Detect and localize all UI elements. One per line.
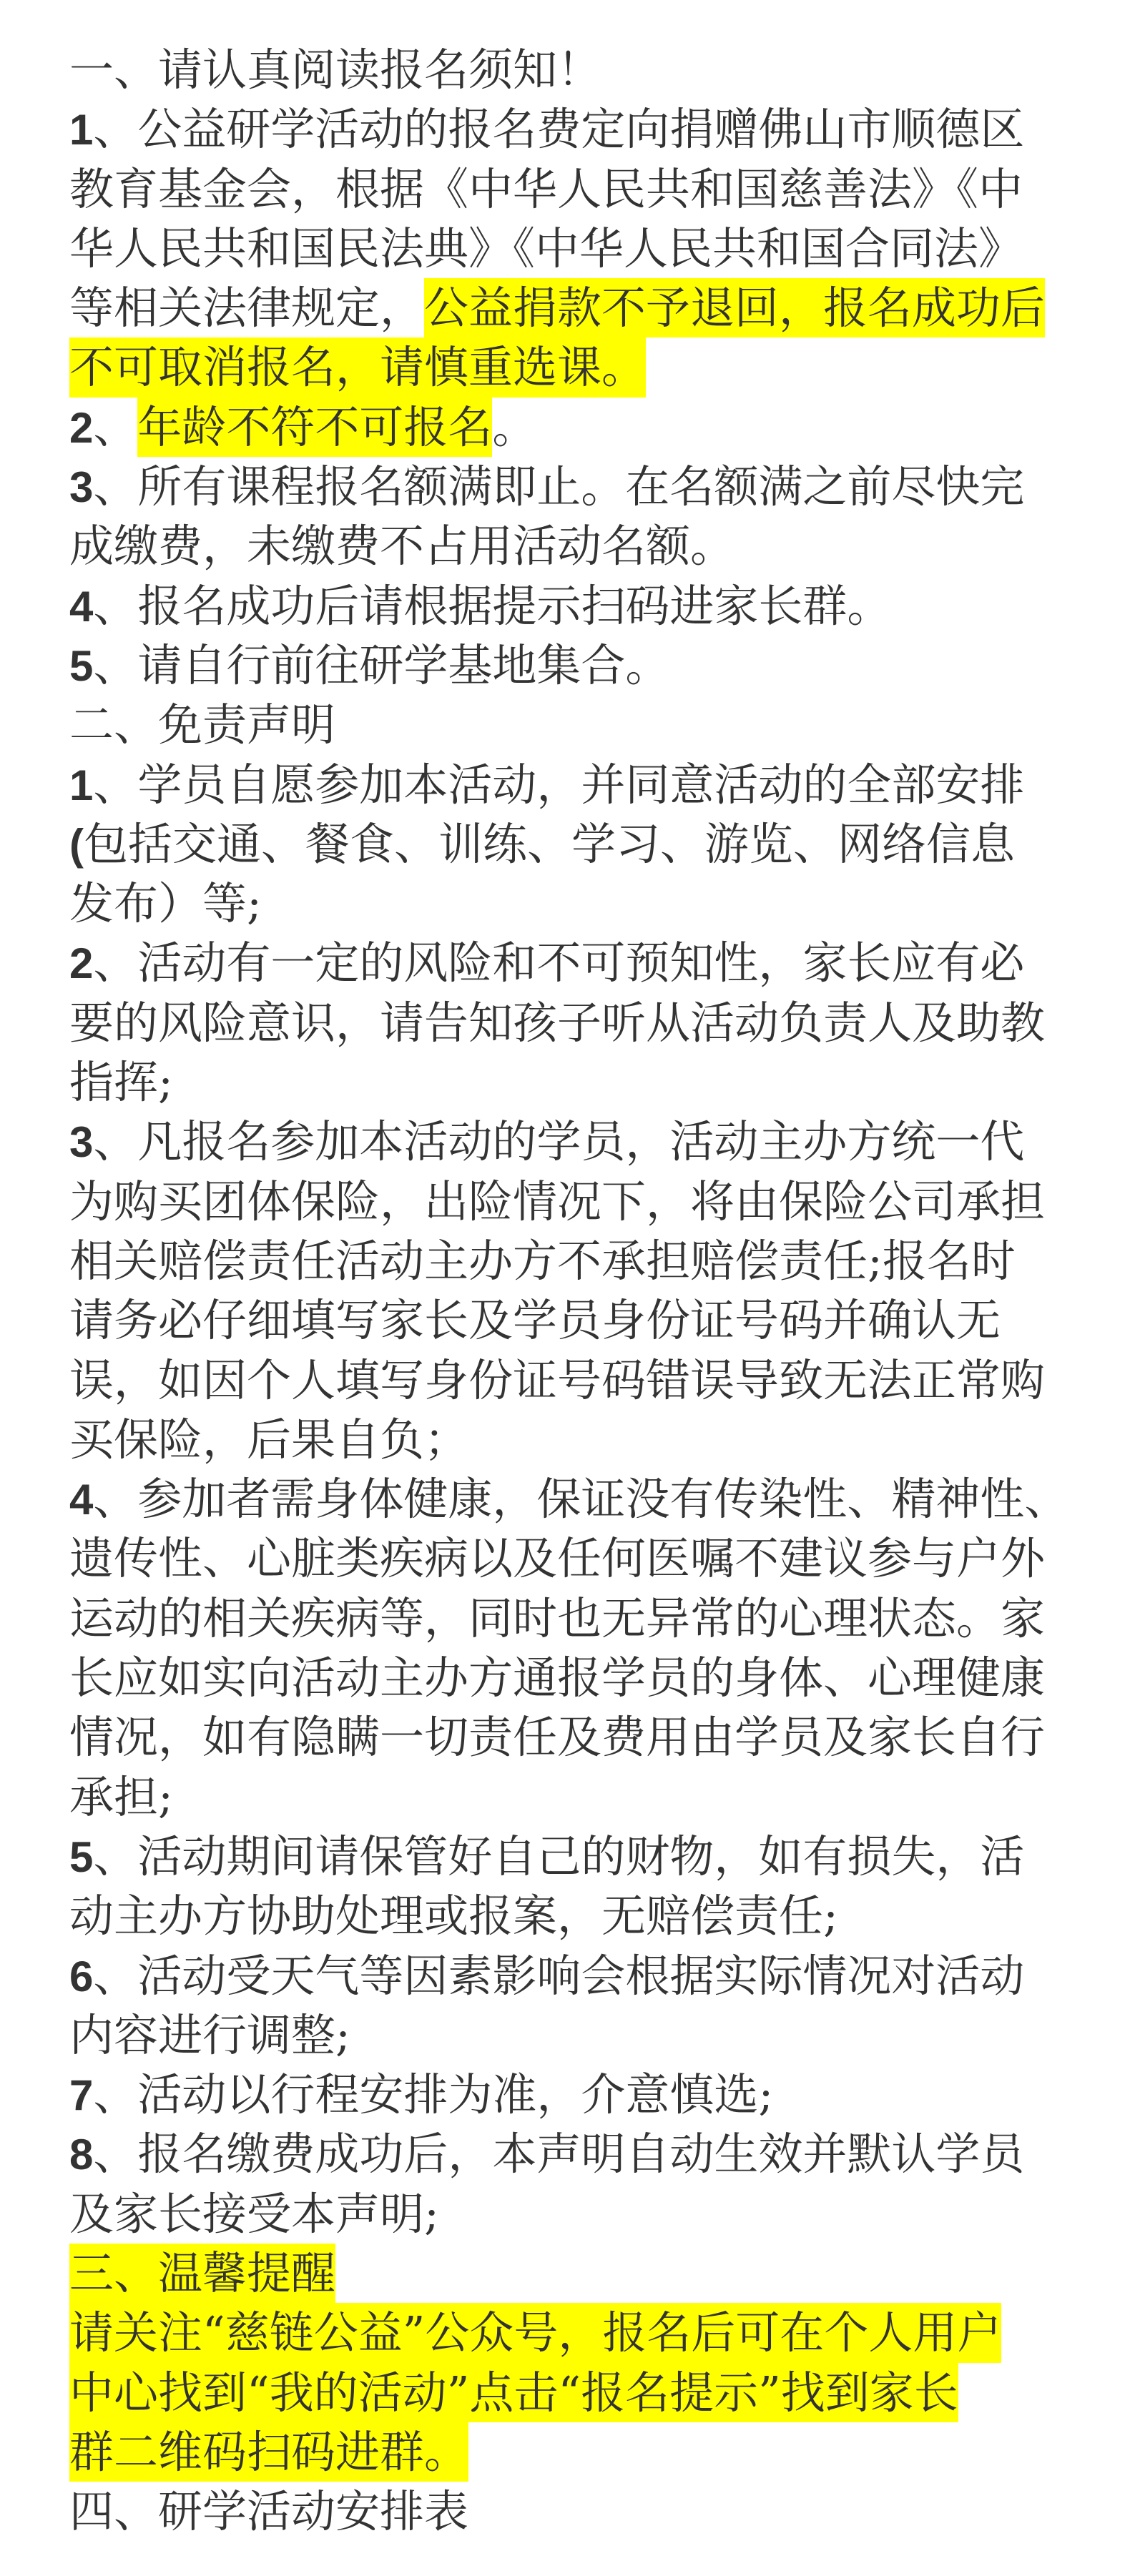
item-number: 4 — [69, 1476, 94, 1524]
highlighted-text: 公益捐款不予退回，报名成功后 — [424, 278, 1045, 337]
item-text: 动主办方协助处理或报案，无赔偿责任; — [69, 1890, 838, 1943]
item-number: 5 — [69, 1832, 94, 1881]
item-text: 。 — [492, 400, 537, 453]
item-separator: 、 — [93, 937, 138, 990]
item-number: 7 — [69, 2071, 94, 2120]
notice-item-5 — [69, 636, 1078, 695]
reminder-text-cont — [69, 2363, 1078, 2422]
item-number: 1 — [69, 106, 94, 154]
disclaimer-item-3-cont — [69, 1172, 1078, 1231]
item-text: 学员自愿参加本活动，并同意活动的全部安排 — [137, 758, 1025, 811]
disclaimer-item-1-cont — [69, 874, 1078, 933]
item-separator: 、 — [93, 400, 138, 453]
disclaimer-item-5-cont — [69, 1886, 1078, 1945]
item-number: 3 — [69, 1118, 94, 1167]
item-separator: 、 — [93, 579, 138, 632]
section-heading-schedule — [69, 2482, 1078, 2541]
notice-item-4 — [69, 576, 1078, 636]
highlighted-text: 年龄不符不可报名 — [137, 398, 492, 457]
disclaimer-item-4-cont — [69, 1648, 1078, 1707]
disclaimer-item-4 — [69, 1469, 1078, 1529]
notice-item-1-cont — [69, 219, 1078, 278]
disclaimer-item-3-cont — [69, 1231, 1078, 1291]
item-text: 活动受天气等因素影响会根据实际情况对活动 — [137, 1949, 1025, 2002]
disclaimer-item-3 — [69, 1112, 1078, 1171]
notice-item-2 — [69, 398, 1078, 457]
item-number: 6 — [69, 1952, 94, 2000]
item-text: 要的风险意识，请告知孩子听从活动负责人及助教 — [69, 996, 1046, 1049]
item-text: 包括交通、餐食、训练、学习、游览、网络信息 — [83, 817, 1015, 870]
notice-item-1-cont — [69, 159, 1078, 219]
item-text: 为购买团体保险，出险情况下，将由保险公司承担 — [69, 1175, 1046, 1228]
highlighted-text: 中心找到“我的活动”点击“报名提示”找到家长 — [69, 2363, 958, 2422]
item-number: 2 — [69, 403, 94, 452]
section-heading-disclaimer — [69, 695, 1078, 754]
section-heading-reminder — [69, 2244, 1078, 2303]
disclaimer-item-4-cont — [69, 1767, 1078, 1827]
item-text: 买保险，后果自负； — [69, 1413, 469, 1466]
notice-item-1-cont — [69, 278, 1078, 337]
item-separator: 、 — [93, 758, 138, 811]
disclaimer-item-3-cont — [69, 1291, 1078, 1350]
item-text: 活动期间请保管好自己的财物，如有损失，活 — [137, 1830, 1025, 1882]
disclaimer-item-7 — [69, 2065, 1078, 2124]
notice-item-3 — [69, 457, 1078, 516]
open-paren: ( — [69, 820, 84, 869]
item-text: 报名成功后请根据提示扫码进家长群。 — [137, 579, 892, 632]
item-text: 凡报名参加本活动的学员，活动主办方统一代 — [137, 1115, 1025, 1168]
notice-item-1 — [69, 99, 1078, 159]
item-text: 情况，如有隐瞒一切责任及费用由学员及家长自行 — [69, 1711, 1046, 1764]
item-text: 华人民共和国民法典》《中华人民共和国合同法》 — [69, 222, 1023, 275]
item-number: 4 — [69, 582, 94, 631]
disclaimer-item-4-cont — [69, 1707, 1078, 1767]
item-separator: 、 — [93, 638, 138, 691]
item-text: 遗传性、心脏类疾病以及任何医嘱不建议参与户外 — [69, 1532, 1046, 1585]
section-title: 三、温馨提醒 — [69, 2244, 335, 2303]
item-number: 8 — [69, 2131, 94, 2179]
highlighted-text: 请关注“慈链公益”公众号，报名后可在个人用户 — [69, 2303, 1001, 2362]
item-separator: 、 — [93, 2128, 138, 2181]
disclaimer-item-1-cont — [69, 814, 1078, 874]
item-separator: 、 — [93, 103, 138, 156]
item-text: 发布）等; — [69, 877, 262, 930]
item-text: 参加者需身体健康，保证没有传染性、精神性、 — [137, 1473, 1069, 1526]
item-separator: 、 — [93, 2068, 138, 2121]
item-text: 请务必仔细填写家长及学员身份证号码并确认无 — [69, 1294, 1001, 1347]
disclaimer-item-3-cont — [69, 1351, 1078, 1410]
item-text: 活动有一定的风险和不可预知性，家长应有必 — [137, 937, 1025, 990]
item-text: 运动的相关疾病等，同时也无异常的心理状态。家 — [69, 1592, 1046, 1644]
highlighted-text: 群二维码扫码进群。 — [69, 2422, 468, 2482]
section-title: 四、研学活动安排表 — [69, 2485, 469, 2538]
reminder-text-cont — [69, 2422, 1078, 2482]
item-text: 报名缴费成功后，本声明自动生效并默认学员 — [137, 2128, 1025, 2181]
notice-item-1-cont — [69, 337, 1078, 397]
disclaimer-item-6-cont — [69, 2005, 1078, 2065]
disclaimer-item-4-cont — [69, 1589, 1078, 1648]
item-text: 成缴费，未缴费不占用活动名额。 — [69, 520, 735, 573]
disclaimer-item-2-cont — [69, 993, 1078, 1052]
reminder-text — [69, 2303, 1078, 2362]
item-text: 等相关法律规定， — [69, 282, 425, 335]
item-separator: 、 — [93, 1949, 138, 2002]
item-text: 公益研学活动的报名费定向捐赠佛山市顺德区 — [137, 103, 1025, 156]
item-text: 承担; — [69, 1770, 173, 1823]
item-text: 及家长接受本声明; — [69, 2187, 439, 2240]
item-text: 所有课程报名额满即止。在名额满之前尽快完 — [137, 460, 1025, 513]
disclaimer-item-4-cont — [69, 1529, 1078, 1588]
item-number: 2 — [69, 939, 94, 988]
disclaimer-item-6 — [69, 1946, 1078, 2005]
item-text: 请自行前往研学基地集合。 — [137, 638, 670, 691]
disclaimer-item-2 — [69, 933, 1078, 992]
disclaimer-item-1 — [69, 755, 1078, 814]
item-number: 3 — [69, 463, 94, 512]
item-separator: 、 — [93, 1473, 138, 1526]
item-separator: 、 — [93, 460, 138, 513]
item-text: 活动以行程安排为准，介意慎选; — [137, 2068, 774, 2121]
item-separator: 、 — [93, 1830, 138, 1882]
item-number: 5 — [69, 641, 94, 690]
notice-item-3-cont — [69, 516, 1078, 576]
item-text: 长应如实向活动主办方通报学员的身体、心理健康 — [69, 1652, 1046, 1704]
disclaimer-item-5 — [69, 1827, 1078, 1886]
item-text: 误，如因个人填写身份证号码错误导致无法正常购 — [69, 1353, 1046, 1406]
disclaimer-item-2-cont — [69, 1052, 1078, 1112]
section-heading-notice — [69, 40, 1078, 99]
section-title: 二、免责声明 — [69, 699, 336, 751]
disclaimer-item-8 — [69, 2124, 1078, 2183]
highlighted-text: 不可取消报名，请慎重选课。 — [69, 337, 646, 397]
item-separator: 、 — [93, 1115, 138, 1168]
item-text: 相关赔偿责任活动主办方不承担赔偿责任;报名时 — [69, 1234, 1016, 1287]
item-text: 内容进行调整; — [69, 2008, 350, 2061]
registration-notice-document — [69, 40, 1078, 2541]
item-text: 教育基金会，根据《中华人民共和国慈善法》《中 — [69, 162, 1023, 215]
disclaimer-item-3-cont — [69, 1410, 1078, 1469]
section-title: 一、请认真阅读报名须知！ — [69, 44, 602, 96]
item-text: 指挥; — [69, 1056, 173, 1109]
disclaimer-item-8-cont — [69, 2184, 1078, 2244]
item-number: 1 — [69, 761, 94, 809]
